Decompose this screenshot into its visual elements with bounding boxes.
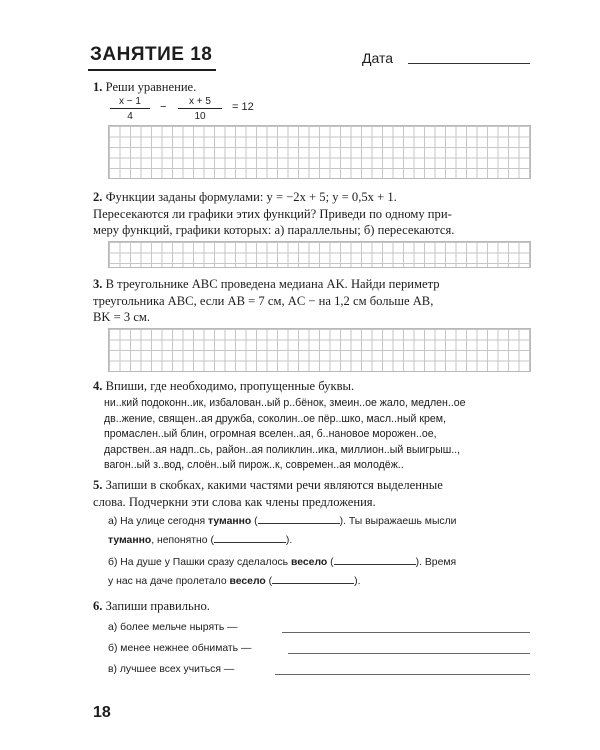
word-line-3: промаслен..ый блин, огромная вселен..ая, б..нановое морожен..ое,	[104, 428, 437, 441]
task-4-number: 4.	[93, 379, 103, 393]
task-3-line-1-text: В треугольнике ABC проведена медиана AK. Найди периметр	[105, 277, 440, 291]
fraction-2-denominator: 10	[194, 111, 206, 122]
answer-line-6a[interactable]	[282, 632, 530, 633]
answer-blank-b2[interactable]	[272, 573, 354, 584]
task-6-item-a: а) более мельче нырять —	[108, 622, 238, 633]
fraction-1-denominator: 4	[127, 111, 133, 122]
task-3-line-3: BK = 3 см.	[93, 310, 151, 324]
date-label: Дата	[362, 50, 394, 66]
highlighted-word-veselo-2: весело	[229, 576, 266, 587]
task-6-heading	[93, 598, 533, 615]
task-3-line-1	[93, 276, 533, 293]
answer-line-6c[interactable]	[275, 674, 530, 675]
task-5-line-1-text: Запиши в скобках, какими частями речи являются выделенные	[105, 478, 443, 492]
answer-blank-a2[interactable]	[214, 532, 286, 543]
paren-open: (	[254, 516, 258, 527]
task-3-line-2: треугольника ABC, если AB = 7 см, AC − на 1,2 см больше AB,	[93, 293, 434, 308]
task-5-b-line-2-text: у нас на даче пролетало	[108, 576, 227, 587]
answer-grid-2[interactable]	[108, 241, 531, 268]
paren-close-b: ).	[354, 576, 361, 587]
task-4-word-list	[104, 396, 534, 474]
paren-open-b2: (	[268, 576, 273, 587]
task-5-b-start: б) На душе у Пашки сразу сделалось	[108, 557, 289, 568]
task-5-a-start: а) На улице сегодня	[108, 516, 206, 527]
word-line-1: ни..кий подоконн..ик, избалован..ый р..бёнок, змеин..ое жало, медлен..ое	[104, 397, 466, 409]
task-1-heading	[93, 79, 533, 96]
word-line-5: вагон..ый з..вод, слоён..ый пирож..к, совремeн..ая молодёж..	[104, 459, 404, 472]
answer-line-6b[interactable]	[288, 653, 530, 654]
highlighted-word-tumanno-1: туманно	[208, 516, 252, 527]
task-5-a-line-1	[108, 512, 533, 531]
task-5-a-end: , непонятно (	[151, 535, 214, 546]
task-5-number: 5.	[93, 478, 103, 492]
task-5	[93, 477, 533, 510]
task-2-number: 2.	[93, 190, 103, 204]
task-4-heading	[93, 378, 533, 395]
task-6-item-c: в) лучшее всех учиться —	[108, 664, 235, 675]
task-3	[93, 276, 533, 326]
task-4-text: Впиши, где необходимо, пропущенные буквы.	[105, 379, 355, 393]
task-3-number: 3.	[93, 277, 103, 291]
title-underline	[88, 69, 216, 71]
answer-grid-3[interactable]	[108, 328, 531, 372]
page-number: 18	[93, 704, 111, 721]
date-field[interactable]	[408, 63, 530, 64]
fraction-1-numerator: x − 1	[110, 96, 150, 109]
task-5-item-b	[108, 553, 533, 591]
task-2	[93, 189, 533, 239]
fraction-1	[110, 96, 150, 122]
task-5-line-2: слова. Подчеркни эти слова как члены предложения.	[93, 494, 376, 509]
fraction-2-numerator: x + 5	[178, 96, 222, 109]
task-1-number: 1.	[93, 80, 103, 94]
highlighted-word-tumanno-2: туманно	[108, 535, 152, 546]
task-5-b-line-2	[108, 572, 533, 591]
minus-sign: −	[160, 101, 167, 113]
task-5-a-line-2	[108, 531, 533, 550]
task-5-b-line-1	[108, 553, 533, 572]
fraction-2	[178, 96, 222, 122]
task-2-line-1-text: Функции заданы формулами: y = −2x + 5; y = 0,5x + 1.	[105, 190, 397, 204]
word-line-2: дв..жение, священ..ая дружба, соколин..ое пёр..шко, масл..ный крем,	[104, 412, 446, 425]
page-title: ЗАНЯТИЕ 18	[90, 44, 213, 65]
task-5-b-mid: ). Время	[415, 557, 457, 568]
task-2-line-2: Пересекаются ли графики этих функций? Приведи по одному при-	[93, 206, 452, 221]
task-5-line-1	[93, 477, 533, 494]
answer-blank-a1[interactable]	[258, 513, 340, 524]
task-6-item-b: б) менее нежнее обнимать —	[108, 643, 252, 654]
task-6-text: Запиши правильно.	[105, 599, 210, 613]
highlighted-word-veselo-1: весело	[291, 557, 328, 568]
paren-close-a: ).	[285, 535, 293, 546]
answer-grid-1[interactable]	[108, 125, 531, 179]
answer-blank-b1[interactable]	[334, 554, 416, 565]
equation-right-side: = 12	[232, 101, 254, 113]
task-6-number: 6.	[93, 599, 103, 613]
paren-open-b1: (	[330, 557, 334, 568]
task-5-item-a	[108, 512, 533, 550]
word-line-4: дарствен..ая надп..сь, район..ая поликлин..ика, миллион..ый выигрыш..,	[104, 443, 461, 456]
task-1-text: Реши уравнение.	[105, 80, 197, 94]
task-2-line-3: меру функций, графики которых: а) параллельны; б) пересекаются.	[93, 223, 455, 237]
task-5-a-mid: ). Ты выражаешь мысли	[339, 516, 457, 527]
task-2-line-1	[93, 189, 533, 206]
